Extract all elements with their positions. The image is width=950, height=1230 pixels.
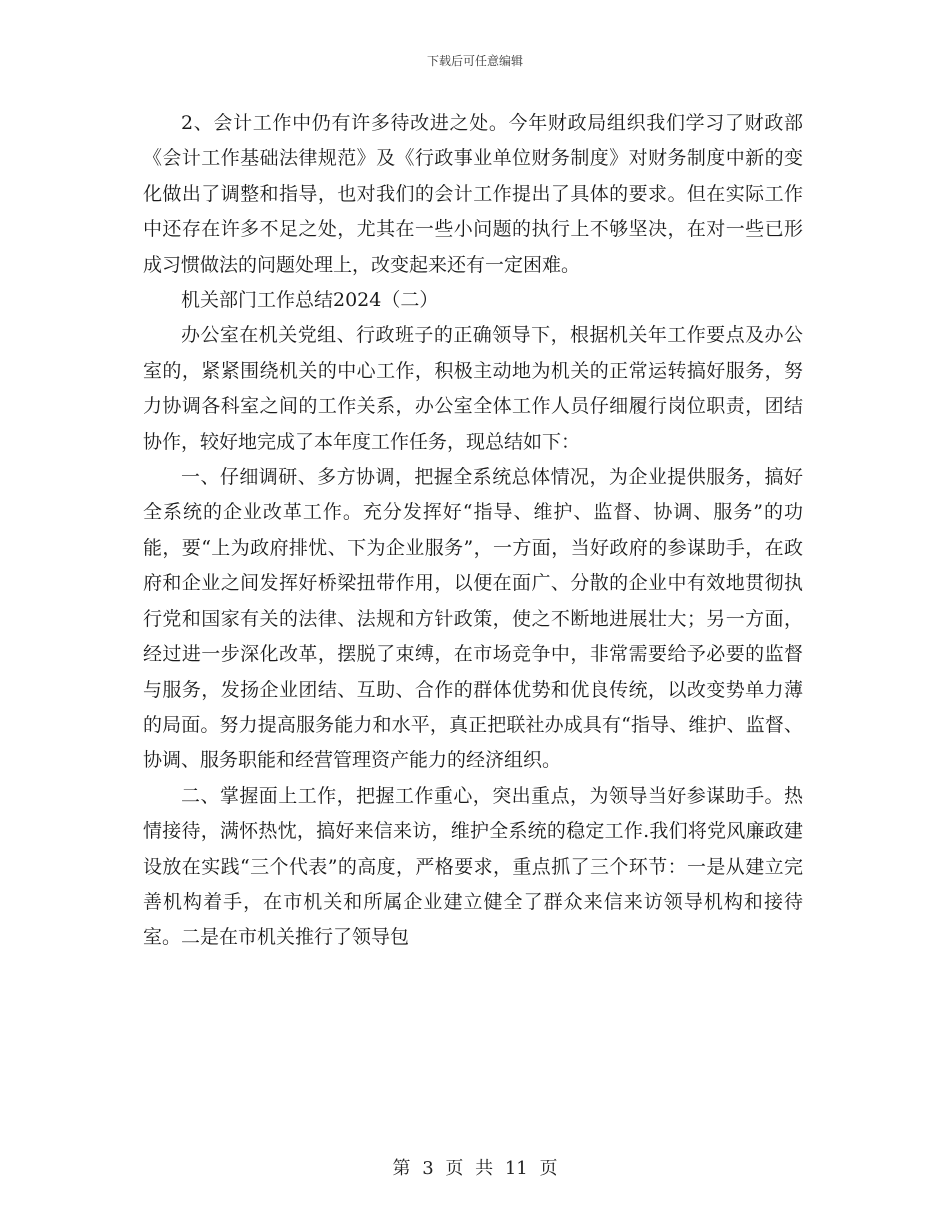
- paragraph-point-two: 二、掌握面上工作，把握工作重心，突出重点，为领导当好参谋助手。热情接待，满怀热忱，搞好来信来访，维护全系统的稳定工作.我们将党风廉政建设放在实践“三个代表”的高度，严格要求，重点抓了三个环节：一是从建立完善机构着手，在市机关和所属企业建立健全了群众来信来访领导机构和接待室。二是在市机关推行了领导包: [143, 784, 803, 949]
- paragraph-accounting-issues: 2、会计工作中仍有许多待改进之处。今年财政局组织我们学习了财政部《会计工作基础法律规范》及《行政事业单位财务制度》对财务制度中新的变化做出了调整和指导，也对我们的会计工作提出了具体的要求。但在实际工作中还存在许多不足之处，尤其在一些小问题的执行上不够坚决，在对一些已形成习惯做法的问题处理上，改变起来还有一定困难。: [143, 112, 803, 276]
- page-footer: 第 3 页 共 11 页: [392, 1158, 558, 1179]
- document-body: [143, 106, 803, 956]
- paragraph-point-one: 一、仔细调研、多方协调，把握全系统总体情况，为企业提供服务，搞好全系统的企业改革工作。充分发挥好“指导、维护、监督、协调、服务”的功能，要“上为政府排忧、下为企业服务”，一方面，当好政府的参谋助手，在政府和企业之间发挥好桥梁扭带作用，以便在面广、分散的企业中有效地贯彻执行党和国家有关的法律、法规和方针政策，使之不断地进展壮大；另一方面，经过进一步深化改革，摆脱了束缚，在市场竞争中，非常需要给予必要的监督与服务，发扬企业团结、互助、合作的群体优势和优良传统，以改变势单力薄的局面。努力提高服务能力和水平，真正把联社办成具有“指导、维护、监督、协调、服务职能和经营管理资产能力的经济组织。: [143, 466, 803, 772]
- paragraph-office-intro: 办公室在机关党组、行政班子的正确领导下，根据机关年工作要点及办公室的，紧紧围绕机关的中心工作，积极主动地为机关的正常运转搞好服务，努力协调各科室之间的工作关系，办公室全体工作人员仔细履行岗位职责，团结协作，较好地完成了本年度工作任务，现总结如下：: [143, 324, 803, 453]
- page-header: 下载后可任意编辑: [426, 54, 523, 68]
- section-title: 机关部门工作总结2024（二）: [181, 289, 439, 312]
